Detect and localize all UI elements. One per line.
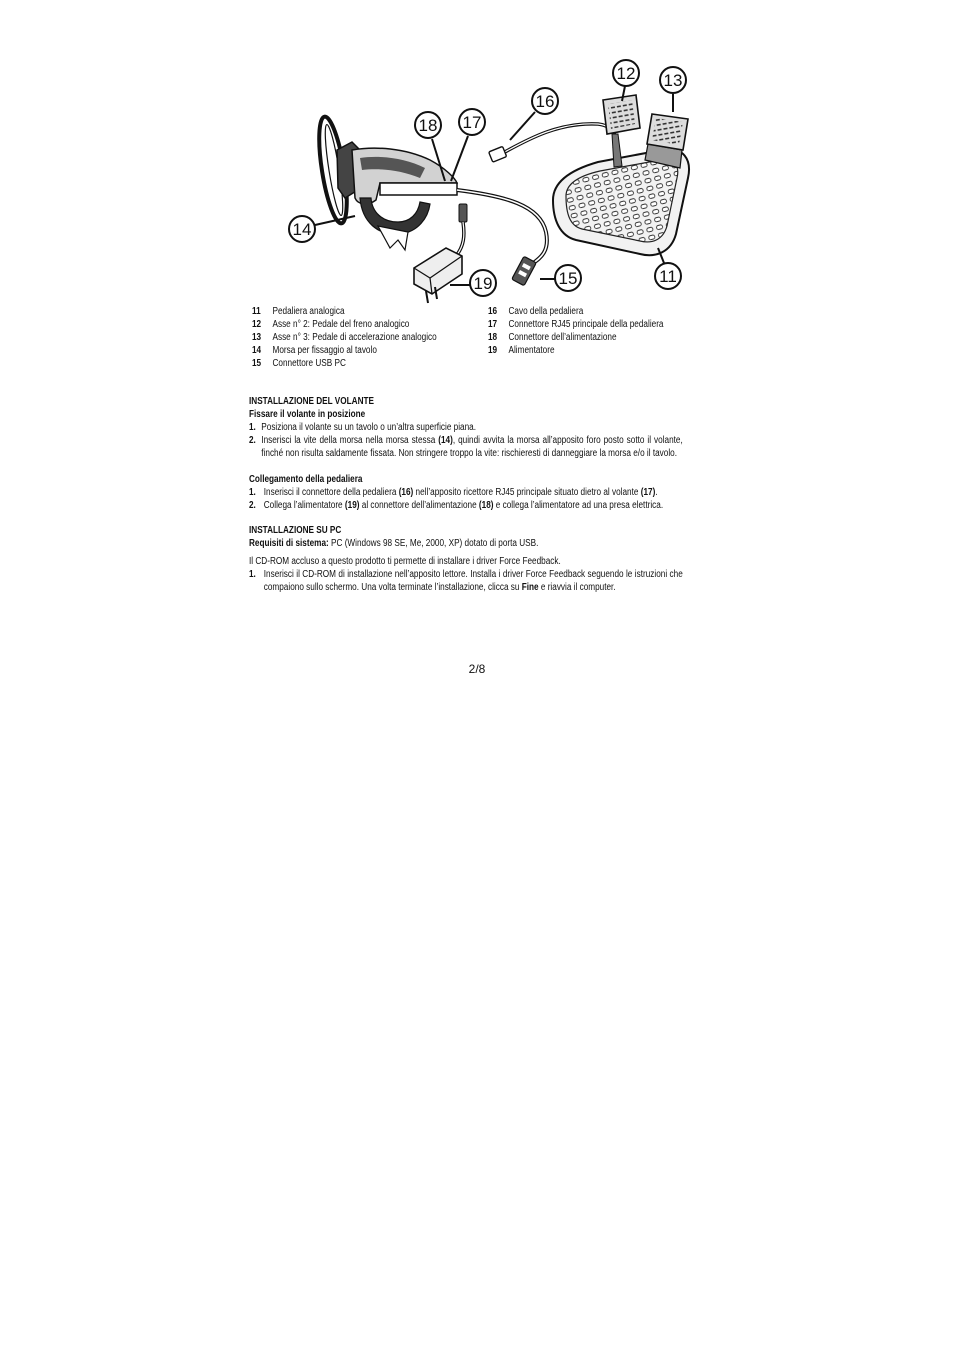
intro-paragraph: Il CD-ROM accluso a questo prodotto ti permette di installare i driver Force Feedback. [249, 556, 561, 567]
requirements-text: PC (Windows 98 SE, Me, 2000, XP) dotato di porta USB. [328, 538, 539, 549]
pedal-cable [489, 124, 616, 162]
callout-number: 11 [659, 267, 677, 286]
rj45-connector [489, 146, 507, 162]
callout-number: 13 [663, 71, 683, 90]
callout-17 [451, 109, 485, 181]
step-text: nell’apposito ricettore RJ45 principale situato dietro al volante [413, 487, 641, 498]
legend-number: 19 [488, 345, 498, 356]
callout-number: 19 [473, 274, 493, 293]
step-text: Inserisci il connettore della pedaliera [263, 487, 399, 498]
step-emphasis: Fine [521, 582, 539, 593]
callout-number: 16 [535, 92, 555, 111]
step-number: 1. [249, 569, 256, 580]
step-text: , quindi avvita la morsa all’apposito foro posto sotto il volante, finché non risulta saldamente fissata. Non stringere troppo la vite: rischieresti di danneggiare la morsa e/o il tavolo. [261, 435, 683, 459]
step-text: e collega l’alimentatore ad una presa elettrica. [493, 500, 664, 511]
step-reference: (14) [438, 435, 453, 446]
step-text: Inserisci il CD-ROM di installazione nell’apposito lettore. Installa i driver Force Feedback seguendo le istruzioni che compaiono sullo schermo. Una volta terminate l’installazione, clicca su [263, 569, 683, 593]
legend-item [252, 357, 498, 370]
legend-item [252, 318, 498, 331]
mount-arm [380, 183, 457, 195]
step-item [249, 568, 683, 594]
step-number: 2. [249, 435, 256, 446]
section-subheading: Collegamento della pedaliera [249, 474, 363, 485]
step-number: 2. [249, 500, 256, 511]
legend-right-column [488, 305, 734, 357]
dc-plug [459, 204, 467, 222]
callout-number: 18 [418, 116, 438, 135]
legend-item [488, 344, 734, 357]
step-item [249, 486, 683, 499]
legend-item [488, 331, 734, 344]
legend-number: 13 [252, 332, 262, 343]
step-text: Inserisci la vite della morsa nella morsa stessa [261, 435, 439, 446]
step-text: Collega l’alimentatore [263, 500, 345, 511]
legend-number: 15 [252, 358, 262, 369]
legend-number: 12 [252, 319, 262, 330]
step-text: Posiziona il volante su un tavolo o un’altra superficie piana. [261, 422, 476, 433]
step-text: al connettore dell’alimentazione [359, 500, 479, 511]
step-number: 1. [249, 487, 256, 498]
legend-number: 16 [488, 306, 498, 317]
step-reference: (17) [640, 487, 656, 498]
table-clamp [360, 198, 430, 250]
legend-label: Cavo della pedaliera [508, 306, 584, 317]
usb-cable [457, 190, 547, 286]
legend-label: Asse n° 2: Pedale del freno analogico [272, 319, 410, 330]
callout-15 [540, 265, 581, 291]
step-text: e riavvia il computer. [538, 582, 616, 593]
callout-13 [660, 67, 686, 112]
usb-connector [512, 256, 537, 286]
legend-item [252, 331, 498, 344]
step-item [249, 434, 683, 460]
callout-number: 17 [462, 113, 482, 132]
section-subheading: Fissare il volante in posizione [249, 409, 366, 420]
step-reference: (18) [478, 500, 494, 511]
step-text: . [655, 487, 658, 498]
legend-label: Connettore USB PC [272, 358, 346, 369]
instructions-body [249, 395, 683, 594]
legend-label: Alimentatore [508, 345, 555, 356]
step-item [249, 421, 683, 434]
callout-number: 12 [616, 64, 636, 83]
section-heading: INSTALLAZIONE SU PC [249, 525, 342, 536]
legend-number: 17 [488, 319, 498, 330]
legend-left-column [252, 305, 498, 370]
legend-item [252, 344, 498, 357]
product-illustration [0, 0, 954, 310]
legend-label: Asse n° 3: Pedale di accelerazione analogico [272, 332, 437, 343]
requirements-label: Requisiti di sistema: [249, 538, 329, 549]
legend-label: Connettore RJ45 principale della pedaliera [508, 319, 664, 330]
legend-label: Pedaliera analogica [272, 306, 345, 317]
legend-item [252, 305, 498, 318]
step-item [249, 499, 683, 512]
legend-number: 18 [488, 332, 498, 343]
page-number: 2/8 [468, 662, 486, 676]
legend-number: 11 [252, 306, 261, 317]
step-reference: (16) [398, 487, 414, 498]
legend-number: 14 [252, 345, 262, 356]
legend-item [488, 305, 734, 318]
step-reference: (19) [344, 500, 360, 511]
callout-number: 15 [558, 269, 578, 288]
callout-number: 14 [292, 220, 312, 239]
legend-item [488, 318, 734, 331]
step-number: 1. [249, 422, 256, 433]
system-requirements [249, 537, 683, 550]
legend-label: Connettore dell’alimentazione [508, 332, 617, 343]
pedal-unit [553, 95, 689, 255]
section-heading: INSTALLAZIONE DEL VOLANTE [249, 396, 374, 407]
legend-label: Morsa per fissaggio al tavolo [272, 345, 377, 356]
